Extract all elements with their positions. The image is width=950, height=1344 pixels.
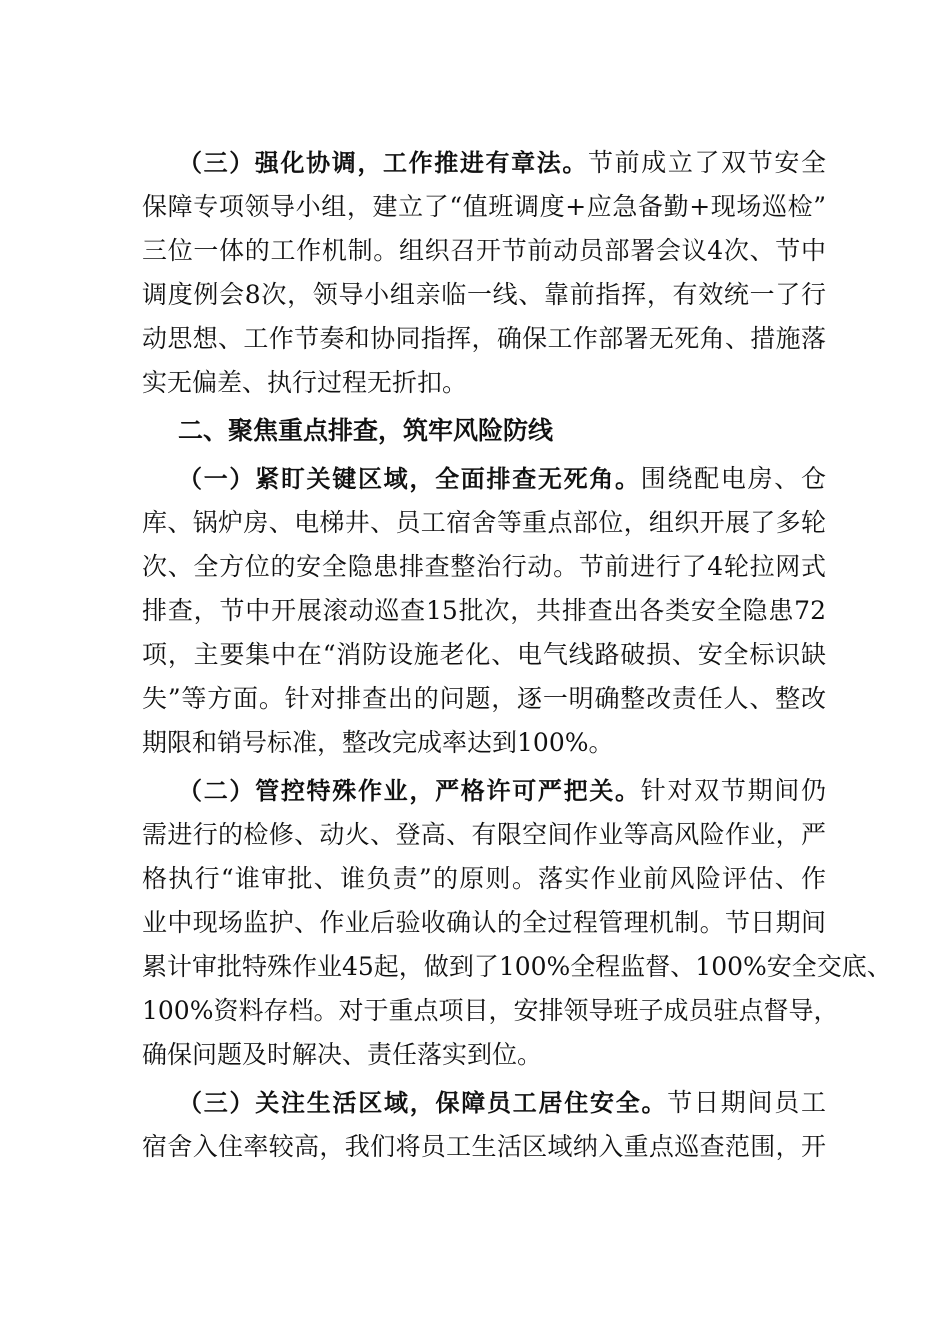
paragraph-line	[142, 989, 839, 1033]
paragraph-line	[142, 317, 826, 361]
line-text: 次、全方位的安全隐患排查整治行动。节前进行了4轮拉网式	[142, 552, 826, 581]
paragraph-line	[142, 545, 826, 589]
paragraph-line	[142, 589, 826, 633]
section-heading: 二、聚焦重点排查，筑牢风险防线	[178, 416, 554, 445]
document-page	[142, 141, 892, 1169]
line-text: 调度例会8次，领导小组亲临一线、靠前指挥，有效统一了行	[142, 280, 826, 309]
line-text: 失”等方面。针对排查出的问题，逐一明确整改责任人、整改	[142, 684, 826, 713]
line-text: 节前成立了双节安全	[588, 148, 826, 177]
paragraph-lead: （三）关注生活区域，保障员工居住安全。	[178, 1089, 668, 1117]
line-text: 库、锅炉房、电梯井、员工宿舍等重点部位，组织开展了多轮	[142, 508, 826, 537]
line-text: 保障专项领导小组，建立了“值班调度+应急备勤+现场巡检”	[142, 192, 826, 221]
paragraph-line	[142, 677, 826, 721]
line-text: 动思想、工作节奏和协同指挥，确保工作部署无死角、措施落	[142, 324, 826, 353]
line-text: 排查，节中开展滚动巡查15批次，共排查出各类安全隐患72	[142, 596, 826, 625]
line-text: 三位一体的工作机制。组织召开节前动员部署会议4次、节中	[142, 236, 826, 265]
paragraph-first-line	[142, 1081, 826, 1125]
paragraph-line	[142, 361, 826, 405]
paragraph-line	[142, 501, 826, 545]
paragraph-line	[142, 633, 826, 677]
line-text: 节日期间员工	[667, 1088, 826, 1117]
line-text: 宿舍入住率较高，我们将员工生活区域纳入重点巡查范围，开	[142, 1132, 826, 1161]
paragraph-first-line	[142, 457, 826, 501]
paragraph-line	[142, 721, 826, 765]
paragraph-line	[142, 857, 826, 901]
line-text: 100%资料存档。对于重点项目，安排领导班子成员驻点督导，	[142, 996, 839, 1025]
line-text: 确保问题及时解决、责任落实到位。	[142, 1040, 543, 1069]
line-text: 需进行的检修、动火、登高、有限空间作业等高风险作业，严	[142, 820, 826, 849]
paragraph-line	[142, 1033, 826, 1077]
paragraph-line	[142, 273, 826, 317]
paragraph-first-line	[142, 141, 826, 185]
line-text: 围绕配电房、仓	[640, 464, 826, 493]
paragraph-line	[142, 901, 826, 945]
line-text: 实无偏差、执行过程无折扣。	[142, 368, 468, 397]
paragraph-lead: （二）管控特殊作业，严格许可严把关。	[178, 777, 641, 805]
paragraph-line	[142, 229, 826, 273]
paragraph-lead: （三）强化协调，工作推进有章法。	[178, 149, 588, 177]
paragraph-first-line	[142, 769, 826, 813]
line-text: 项，主要集中在“消防设施老化、电气线路破损、安全标识缺	[142, 640, 826, 669]
paragraph-line	[142, 945, 892, 989]
line-text: 累计审批特殊作业45起，做到了100%全程监督、100%安全交底、	[142, 952, 892, 981]
paragraph-line	[142, 813, 826, 857]
paragraph-line	[142, 185, 826, 229]
line-text: 期限和销号标准，整改完成率达到100%。	[142, 728, 614, 757]
line-text: 业中现场监护、作业后验收确认的全过程管理机制。节日期间	[142, 908, 826, 937]
paragraph-line	[142, 1125, 826, 1169]
line-text: 格执行“谁审批、谁负责”的原则。落实作业前风险评估、作	[142, 864, 826, 893]
line-text: 针对双节期间仍	[640, 776, 826, 805]
paragraph-lead: （一）紧盯关键区域，全面排查无死角。	[178, 465, 641, 493]
